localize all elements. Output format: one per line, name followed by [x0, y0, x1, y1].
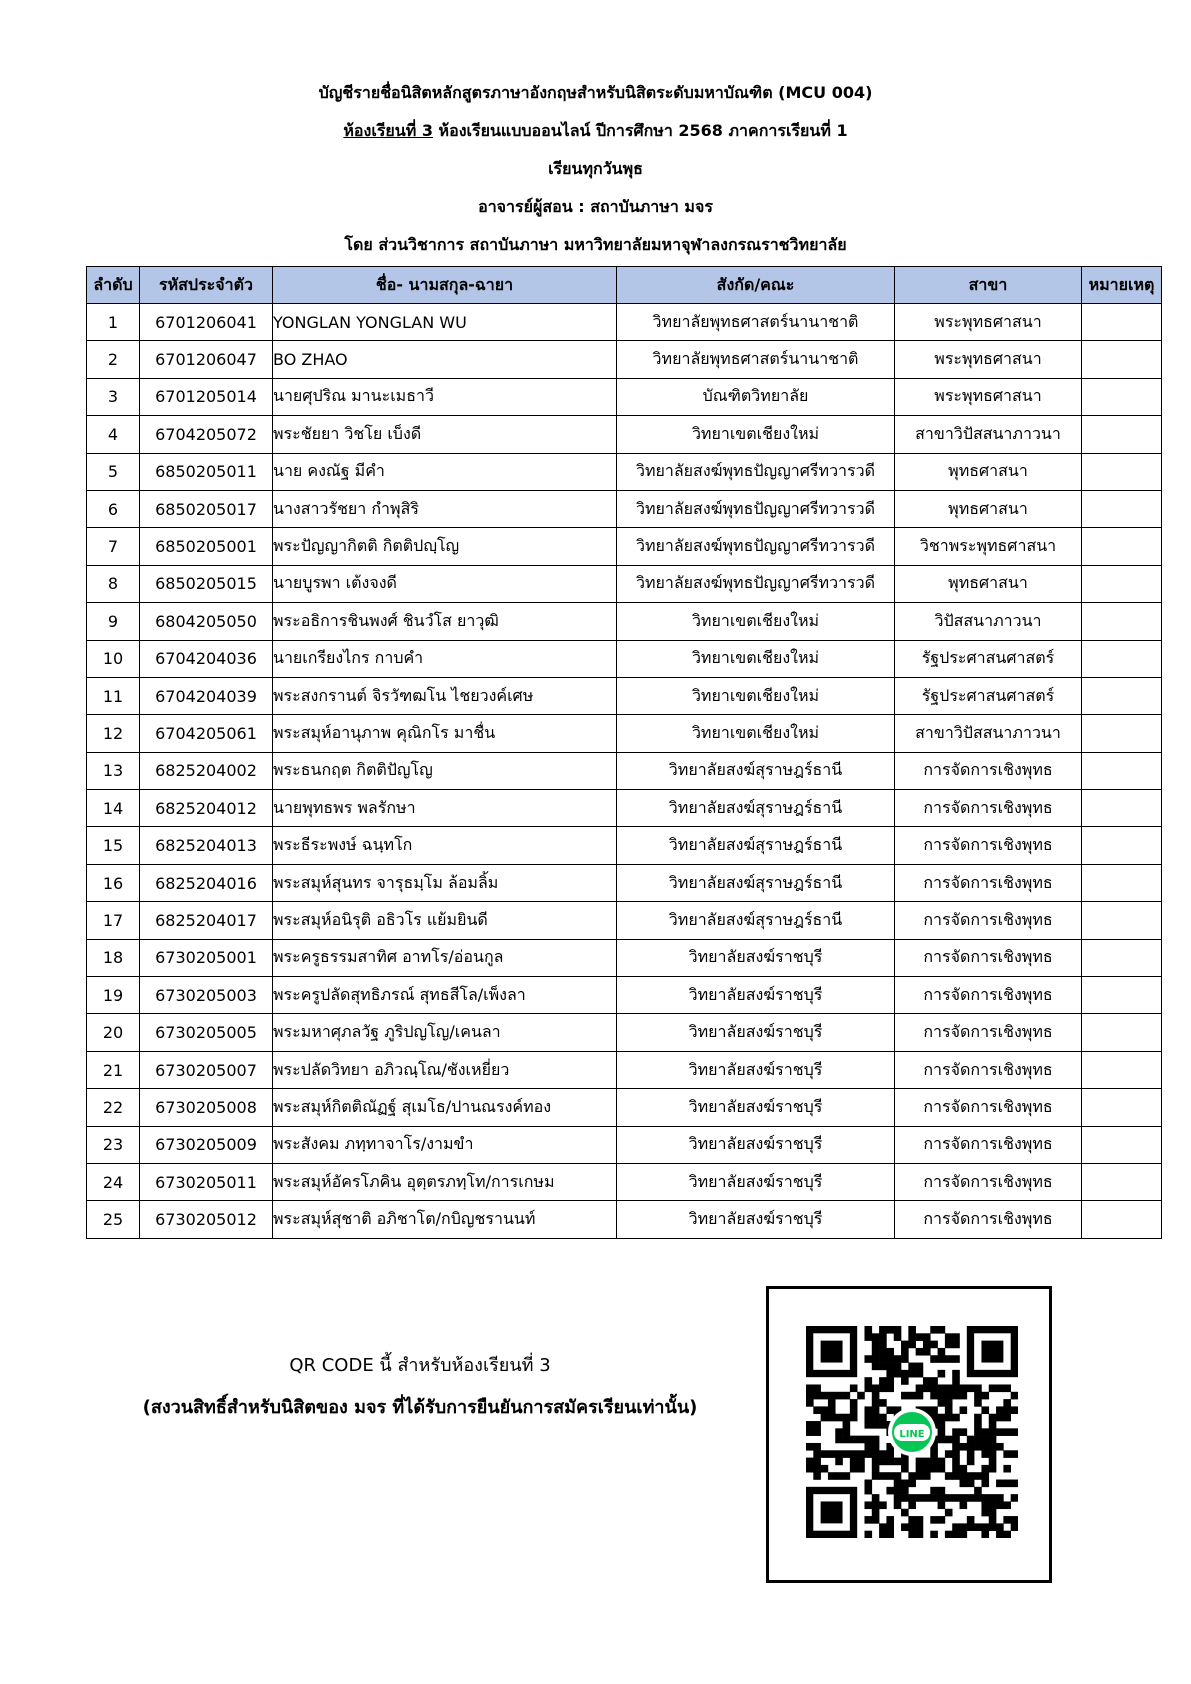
- qr-caption-title: QR CODE นี้ สำหรับห้องเรียนที่ 3: [289, 1355, 551, 1376]
- remark-cell: [1082, 827, 1162, 864]
- name-cell: พระปลัดวิทยา อภิวณฺโณ/ชังเหยี่ยว: [273, 1051, 617, 1088]
- student-id-cell: 6704205072: [140, 416, 273, 453]
- student-id-cell: 6730205001: [140, 939, 273, 976]
- major-cell: การจัดการเชิงพุทธ: [895, 1051, 1082, 1088]
- qr-code-icon: [806, 1326, 1018, 1538]
- remark-cell: [1082, 977, 1162, 1014]
- table-row: [87, 827, 1162, 864]
- major-cell: การจัดการเชิงพุทธ: [895, 1089, 1082, 1126]
- remark-cell: [1082, 565, 1162, 602]
- order-cell: 18: [87, 939, 140, 976]
- faculty-cell: วิทยาลัยสงฆ์ราชบุรี: [617, 1201, 895, 1238]
- faculty-cell: วิทยาเขตเชียงใหม่: [617, 603, 895, 640]
- student-id-cell: 6850205017: [140, 490, 273, 527]
- table-row: [87, 304, 1162, 341]
- col-header-name: ชื่อ- นามสกุล-ฉายา: [273, 267, 617, 304]
- order-cell: 9: [87, 603, 140, 640]
- remark-cell: [1082, 528, 1162, 565]
- col-header-student-id: รหัสประจำตัว: [140, 267, 273, 304]
- order-cell: 3: [87, 378, 140, 415]
- major-cell: การจัดการเชิงพุทธ: [895, 827, 1082, 864]
- remark-cell: [1082, 378, 1162, 415]
- student-id-cell: 6825204002: [140, 752, 273, 789]
- major-cell: วิชาพระพุทธศาสนา: [895, 528, 1082, 565]
- student-id-cell: 6730205005: [140, 1014, 273, 1051]
- faculty-cell: บัณฑิตวิทยาลัย: [617, 378, 895, 415]
- remark-cell: [1082, 490, 1162, 527]
- major-cell: รัฐประศาสนศาสตร์: [895, 677, 1082, 714]
- student-id-cell: 6704205061: [140, 715, 273, 752]
- major-cell: การจัดการเชิงพุทธ: [895, 939, 1082, 976]
- major-cell: วิปัสสนาภาวนา: [895, 603, 1082, 640]
- table-row: [87, 939, 1162, 976]
- table-row: [87, 902, 1162, 939]
- faculty-cell: วิทยาเขตเชียงใหม่: [617, 677, 895, 714]
- student-id-cell: 6730205007: [140, 1051, 273, 1088]
- faculty-cell: วิทยาลัยสงฆ์ราชบุรี: [617, 1163, 895, 1200]
- name-cell: นายบูรพา เต้งจงดี: [273, 565, 617, 602]
- table-row: [87, 1126, 1162, 1163]
- remark-cell: [1082, 677, 1162, 714]
- line-logo-icon: [888, 1408, 936, 1456]
- remark-cell: [1082, 304, 1162, 341]
- faculty-cell: วิทยาลัยสงฆ์ราชบุรี: [617, 1089, 895, 1126]
- instructor-text: อาจารย์ผู้สอน : สถาบันภาษา มจร: [478, 197, 713, 216]
- name-cell: นางสาวรัชยา กำพุสิริ: [273, 490, 617, 527]
- order-cell: 23: [87, 1126, 140, 1163]
- faculty-cell: วิทยาลัยสงฆ์สุราษฎร์ธานี: [617, 902, 895, 939]
- faculty-cell: วิทยาลัยสงฆ์พุทธปัญญาศรีทวารวดี: [617, 565, 895, 602]
- remark-cell: [1082, 902, 1162, 939]
- order-cell: 22: [87, 1089, 140, 1126]
- table-row: [87, 790, 1162, 827]
- student-id-cell: 6850205015: [140, 565, 273, 602]
- faculty-cell: วิทยาเขตเชียงใหม่: [617, 416, 895, 453]
- major-cell: พุทธศาสนา: [895, 453, 1082, 490]
- major-cell: การจัดการเชิงพุทธ: [895, 1126, 1082, 1163]
- faculty-cell: วิทยาลัยสงฆ์สุราษฎร์ธานี: [617, 827, 895, 864]
- faculty-cell: วิทยาลัยพุทธศาสตร์นานาชาติ: [617, 304, 895, 341]
- name-cell: พระสมุห์สุนทร จารุธมฺโม ล้อมลิ้ม: [273, 864, 617, 901]
- name-cell: พระสมุห์อัครโภคิน อุตฺตรภทฺโท/การเกษม: [273, 1163, 617, 1200]
- major-cell: การจัดการเชิงพุทธ: [895, 752, 1082, 789]
- table-row: [87, 752, 1162, 789]
- name-cell: พระสมุห์อนิรุติ อธิวโร แย้มยินดี: [273, 902, 617, 939]
- student-id-cell: 6825204012: [140, 790, 273, 827]
- major-cell: การจัดการเชิงพุทธ: [895, 902, 1082, 939]
- table-row: [87, 1163, 1162, 1200]
- student-id-cell: 6730205009: [140, 1126, 273, 1163]
- student-id-cell: 6701205014: [140, 378, 273, 415]
- remark-cell: [1082, 790, 1162, 827]
- major-cell: พระพุทธศาสนา: [895, 341, 1082, 378]
- name-cell: พระอธิการชินพงศ์ ชินวํโส ยาวุฒิ: [273, 603, 617, 640]
- order-cell: 21: [87, 1051, 140, 1088]
- order-cell: 16: [87, 864, 140, 901]
- order-cell: 12: [87, 715, 140, 752]
- student-roster-table: [86, 266, 1162, 1239]
- name-cell: พระสงกรานต์ จิรวัฑฒโน ไชยวงค์เศษ: [273, 677, 617, 714]
- order-cell: 2: [87, 341, 140, 378]
- student-id-cell: 6701206047: [140, 341, 273, 378]
- name-cell: นาย คงณัฐ มีคำ: [273, 453, 617, 490]
- remark-cell: [1082, 1014, 1162, 1051]
- qr-caption-note: (สงวนสิทธิ์สำหรับนิสิตของ มจร ที่ได้รับการยืนยันการสมัครเรียนเท่านั้น): [142, 1397, 698, 1418]
- remark-cell: [1082, 864, 1162, 901]
- name-cell: พระมหาศุภลวัฐ ภูริปญโญ/เคนลา: [273, 1014, 617, 1051]
- order-cell: 24: [87, 1163, 140, 1200]
- faculty-cell: วิทยาเขตเชียงใหม่: [617, 715, 895, 752]
- major-cell: พระพุทธศาสนา: [895, 378, 1082, 415]
- name-cell: นายศุปริณ มานะเมธาวี: [273, 378, 617, 415]
- faculty-cell: วิทยาลัยสงฆ์สุราษฎร์ธานี: [617, 752, 895, 789]
- table-row: [87, 1051, 1162, 1088]
- table-row: [87, 453, 1162, 490]
- order-cell: 4: [87, 416, 140, 453]
- name-cell: พระปัญญากิตติ กิตติปญฺโญ: [273, 528, 617, 565]
- order-cell: 1: [87, 304, 140, 341]
- remark-cell: [1082, 1126, 1162, 1163]
- major-cell: การจัดการเชิงพุทธ: [895, 864, 1082, 901]
- student-id-cell: 6825204016: [140, 864, 273, 901]
- faculty-cell: วิทยาลัยพุทธศาสตร์นานาชาติ: [617, 341, 895, 378]
- col-header-order: ลำดับ: [87, 267, 140, 304]
- student-id-cell: 6704204039: [140, 677, 273, 714]
- table-row: [87, 341, 1162, 378]
- qr-caption: [110, 1345, 730, 1429]
- table-body: [87, 304, 1162, 1239]
- order-cell: 15: [87, 827, 140, 864]
- order-cell: 7: [87, 528, 140, 565]
- order-cell: 17: [87, 902, 140, 939]
- faculty-cell: วิทยาเขตเชียงใหม่: [617, 640, 895, 677]
- order-cell: 8: [87, 565, 140, 602]
- name-cell: พระชัยยา วิชโย เบ็งดี: [273, 416, 617, 453]
- major-cell: พุทธศาสนา: [895, 490, 1082, 527]
- name-cell: YONGLAN YONGLAN WU: [273, 304, 617, 341]
- faculty-cell: วิทยาลัยสงฆ์ราชบุรี: [617, 939, 895, 976]
- name-cell: พระครูปลัดสุทธิภรณ์ สุทธสีโล/เพ็งลา: [273, 977, 617, 1014]
- student-id-cell: 6825204013: [140, 827, 273, 864]
- name-cell: พระสังคม ภทฺทาจาโร/งามขำ: [273, 1126, 617, 1163]
- major-cell: พระพุทธศาสนา: [895, 304, 1082, 341]
- remark-cell: [1082, 1163, 1162, 1200]
- major-cell: การจัดการเชิงพุทธ: [895, 1201, 1082, 1238]
- order-cell: 19: [87, 977, 140, 1014]
- room-details: ห้องเรียนแบบออนไลน์ ปีการศึกษา 2568 ภาคการเรียนที่ 1: [432, 121, 848, 140]
- line-qr-code[interactable]: [766, 1286, 1052, 1583]
- table-row: [87, 1201, 1162, 1238]
- major-cell: การจัดการเชิงพุทธ: [895, 1163, 1082, 1200]
- order-cell: 20: [87, 1014, 140, 1051]
- table-row: [87, 603, 1162, 640]
- table-row: [87, 677, 1162, 714]
- student-id-cell: 6730205011: [140, 1163, 273, 1200]
- faculty-cell: วิทยาลัยสงฆ์พุทธปัญญาศรีทวารวดี: [617, 453, 895, 490]
- major-cell: สาขาวิปัสสนาภาวนา: [895, 416, 1082, 453]
- table-row: [87, 640, 1162, 677]
- major-cell: สาขาวิปัสสนาภาวนา: [895, 715, 1082, 752]
- name-cell: นายพุทธพร พลรักษา: [273, 790, 617, 827]
- col-header-remark: หมายเหตุ: [1082, 267, 1162, 304]
- table-row: [87, 378, 1162, 415]
- major-cell: การจัดการเชิงพุทธ: [895, 977, 1082, 1014]
- table-row: [87, 1089, 1162, 1126]
- table-row: [87, 864, 1162, 901]
- table-row: [87, 528, 1162, 565]
- name-cell: พระธีระพงษ์ ฉนฺทโก: [273, 827, 617, 864]
- name-cell: พระสมุห์กิตติณัฏฐ์ สุเมโธ/ปานณรงค์ทอง: [273, 1089, 617, 1126]
- order-cell: 11: [87, 677, 140, 714]
- remark-cell: [1082, 603, 1162, 640]
- table-row: [87, 416, 1162, 453]
- faculty-cell: วิทยาลัยสงฆ์พุทธปัญญาศรีทวารวดี: [617, 528, 895, 565]
- student-id-cell: 6825204017: [140, 902, 273, 939]
- student-id-cell: 6730205003: [140, 977, 273, 1014]
- table-row: [87, 1014, 1162, 1051]
- faculty-cell: วิทยาลัยสงฆ์ราชบุรี: [617, 1126, 895, 1163]
- faculty-cell: วิทยาลัยสงฆ์ราชบุรี: [617, 977, 895, 1014]
- order-cell: 5: [87, 453, 140, 490]
- faculty-cell: วิทยาลัยสงฆ์ราชบุรี: [617, 1014, 895, 1051]
- name-cell: นายเกรียงไกร กาบคำ: [273, 640, 617, 677]
- name-cell: พระธนกฤต กิตติปัญโญ: [273, 752, 617, 789]
- order-cell: 25: [87, 1201, 140, 1238]
- student-id-cell: 6730205008: [140, 1089, 273, 1126]
- remark-cell: [1082, 1089, 1162, 1126]
- line-logo-text: LINE: [899, 1429, 925, 1440]
- table-row: [87, 490, 1162, 527]
- organizer-text: โดย ส่วนวิชาการ สถาบันภาษา มหาวิทยาลัยมหาจุฬาลงกรณราชวิทยาลัย: [344, 235, 847, 254]
- table-row: [87, 715, 1162, 752]
- major-cell: การจัดการเชิงพุทธ: [895, 1014, 1082, 1051]
- remark-cell: [1082, 1201, 1162, 1238]
- remark-cell: [1082, 341, 1162, 378]
- table-row: [87, 565, 1162, 602]
- student-id-cell: 6704204036: [140, 640, 273, 677]
- schedule-text: เรียนทุกวันพุธ: [548, 159, 643, 178]
- student-id-cell: 6804205050: [140, 603, 273, 640]
- remark-cell: [1082, 453, 1162, 490]
- major-cell: พุทธศาสนา: [895, 565, 1082, 602]
- remark-cell: [1082, 939, 1162, 976]
- document-header: [0, 74, 1191, 264]
- order-cell: 10: [87, 640, 140, 677]
- table-header-row: [87, 267, 1162, 304]
- order-cell: 6: [87, 490, 140, 527]
- faculty-cell: วิทยาลัยสงฆ์สุราษฎร์ธานี: [617, 790, 895, 827]
- room-label: ห้องเรียนที่ 3: [343, 121, 433, 140]
- remark-cell: [1082, 752, 1162, 789]
- faculty-cell: วิทยาลัยสงฆ์ราชบุรี: [617, 1051, 895, 1088]
- name-cell: พระสมุห์สุชาติ อภิชาโต/กบิญชรานนท์: [273, 1201, 617, 1238]
- remark-cell: [1082, 640, 1162, 677]
- student-id-cell: 6701206041: [140, 304, 273, 341]
- student-id-cell: 6850205011: [140, 453, 273, 490]
- name-cell: พระสมุห์อานุภาพ คุณิกโร มาชื่น: [273, 715, 617, 752]
- table-row: [87, 977, 1162, 1014]
- class-info: [0, 112, 1191, 150]
- major-cell: รัฐประศาสนศาสตร์: [895, 640, 1082, 677]
- order-cell: 13: [87, 752, 140, 789]
- col-header-major: สาขา: [895, 267, 1082, 304]
- faculty-cell: วิทยาลัยสงฆ์สุราษฎร์ธานี: [617, 864, 895, 901]
- faculty-cell: วิทยาลัยสงฆ์พุทธปัญญาศรีทวารวดี: [617, 490, 895, 527]
- remark-cell: [1082, 1051, 1162, 1088]
- document-title: บัญชีรายชื่อนิสิตหลักสูตรภาษาอังกฤษสำหรับนิสิตระดับมหาบัณฑิต (MCU 004): [318, 83, 873, 102]
- student-id-cell: 6730205012: [140, 1201, 273, 1238]
- remark-cell: [1082, 416, 1162, 453]
- order-cell: 14: [87, 790, 140, 827]
- student-id-cell: 6850205001: [140, 528, 273, 565]
- name-cell: พระครูธรรมสาทิศ อาทโร/อ่อนกูล: [273, 939, 617, 976]
- remark-cell: [1082, 715, 1162, 752]
- major-cell: การจัดการเชิงพุทธ: [895, 790, 1082, 827]
- col-header-faculty: สังกัด/คณะ: [617, 267, 895, 304]
- name-cell: BO ZHAO: [273, 341, 617, 378]
